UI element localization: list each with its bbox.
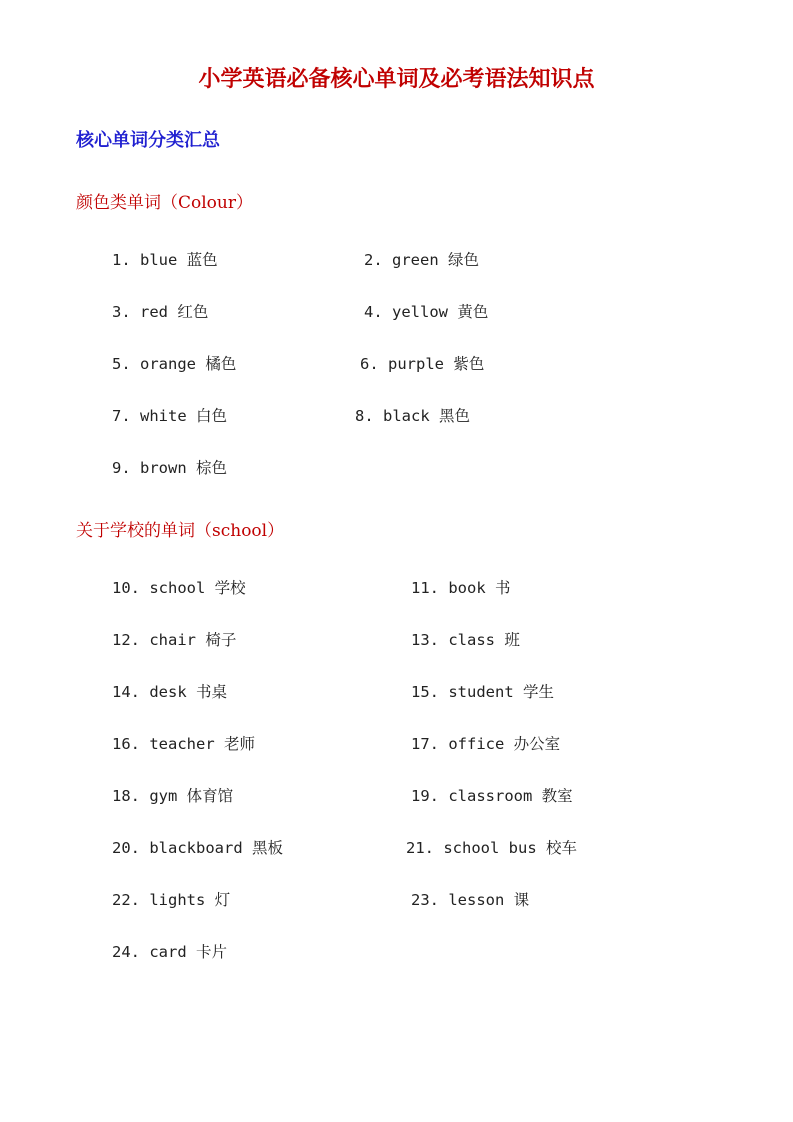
item-number: 10.: [112, 579, 140, 597]
word-item: [112, 578, 246, 598]
item-number: 12.: [112, 631, 140, 649]
item-number: 9.: [112, 459, 131, 477]
item-text: green 绿色: [392, 251, 480, 269]
word-item: [112, 630, 236, 650]
school-group-heading: 关于学校的单词（school）: [76, 521, 285, 541]
word-item: [112, 354, 236, 374]
word-item: [411, 682, 554, 702]
word-item: [112, 250, 218, 270]
item-text: office 办公室: [448, 735, 561, 753]
word-item: [112, 890, 230, 910]
item-number: 8.: [355, 407, 374, 425]
item-text: school bus 校车: [443, 839, 577, 857]
item-text: chair 椅子: [149, 631, 237, 649]
item-number: 3.: [112, 303, 131, 321]
word-item: [364, 250, 479, 270]
item-number: 5.: [112, 355, 131, 373]
word-item: [112, 838, 283, 858]
item-number: 2.: [364, 251, 383, 269]
word-item: [355, 406, 470, 426]
item-number: 17.: [411, 735, 439, 753]
item-number: 24.: [112, 943, 140, 961]
item-text: brown 棕色: [140, 459, 228, 477]
item-text: lesson 课: [448, 891, 530, 909]
word-item: [364, 302, 488, 322]
item-text: red 红色: [140, 303, 209, 321]
section-heading: 核心单词分类汇总: [76, 130, 220, 151]
item-text: classroom 教室: [448, 787, 573, 805]
item-text: yellow 黄色: [392, 303, 489, 321]
item-text: white 白色: [140, 407, 228, 425]
item-text: gym 体育馆: [149, 787, 234, 805]
item-text: student 学生: [448, 683, 554, 701]
item-number: 16.: [112, 735, 140, 753]
item-number: 11.: [411, 579, 439, 597]
word-item: [406, 838, 577, 858]
item-text: book 书: [448, 579, 511, 597]
item-text: black 黑色: [383, 407, 471, 425]
item-text: lights 灯: [149, 891, 231, 909]
word-item: [112, 942, 227, 962]
item-number: 22.: [112, 891, 140, 909]
item-text: blue 蓝色: [140, 251, 218, 269]
word-item: [360, 354, 484, 374]
document-title: 小学英语必备核心单词及必考语法知识点: [198, 66, 595, 92]
word-item: [112, 734, 255, 754]
item-number: 15.: [411, 683, 439, 701]
item-number: 7.: [112, 407, 131, 425]
word-item: [411, 734, 560, 754]
word-item: [112, 682, 227, 702]
item-number: 23.: [411, 891, 439, 909]
item-text: orange 橘色: [140, 355, 237, 373]
item-number: 13.: [411, 631, 439, 649]
item-text: purple 紫色: [388, 355, 485, 373]
item-text: teacher 老师: [149, 735, 255, 753]
word-item: [112, 458, 227, 478]
word-item: [411, 786, 573, 806]
word-item: [411, 630, 520, 650]
colour-group-heading: 颜色类单词（Colour）: [76, 193, 253, 213]
item-text: card 卡片: [149, 943, 228, 961]
item-text: class 班: [448, 631, 520, 649]
item-number: 1.: [112, 251, 131, 269]
item-number: 19.: [411, 787, 439, 805]
item-text: school 学校: [149, 579, 246, 597]
item-number: 14.: [112, 683, 140, 701]
word-item: [411, 890, 529, 910]
item-number: 18.: [112, 787, 140, 805]
item-text: blackboard 黑板: [149, 839, 283, 857]
word-item: [112, 406, 227, 426]
word-item: [411, 578, 511, 598]
word-item: [112, 786, 233, 806]
item-number: 20.: [112, 839, 140, 857]
item-number: 6.: [360, 355, 379, 373]
item-number: 21.: [406, 839, 434, 857]
item-text: desk 书桌: [149, 683, 228, 701]
word-item: [112, 302, 208, 322]
item-number: 4.: [364, 303, 383, 321]
